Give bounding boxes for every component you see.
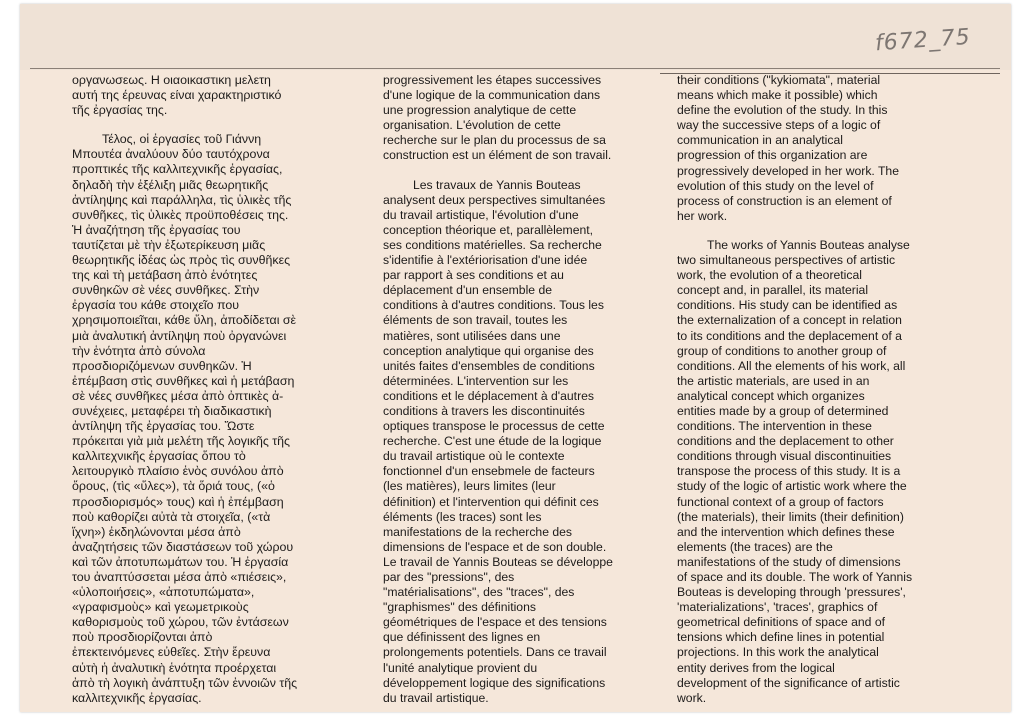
english-text-line: means which make it possible) which [677,88,878,103]
english-text-line: The works of Yannis Bouteas analyse [707,237,910,252]
english-text-line: manifestations of the study of dimensions [677,554,901,569]
french-text-line: une progression analytique de cette [383,103,577,118]
english-text-line: progressively developed in her work. The [677,163,899,178]
french-text-line: manifestations de la recherche des [383,524,573,539]
french-text-line: analysent deux perspectives simultanées [383,192,606,207]
english-text-line: and the intervention which defines these [677,524,895,539]
paragraph-gap [72,118,297,132]
french-text-line: "matérialisations", des "traces", des [383,585,575,600]
archive-mark: f672_75 [874,24,972,57]
greek-text-line: τὴν ἑνότητα ἀπὸ σύνολα [72,343,206,358]
greek-text-line: ταυτίζεται μὲ τὴν ἐξωτερίκευση μιᾶς [72,237,266,252]
french-text-line: du travail artistique où le contexte [383,449,565,464]
french-text-line: définition) et l'intervention qui définit ces [383,494,599,509]
english-text-line: (the materials), their limits (their definition) [677,509,904,524]
english-text-line: development of the significance of artistic [677,675,900,690]
greek-text-line: ἀναζητήσεις τῶν διαστάσεων τοῦ χώρου [72,539,294,554]
french-text-line: organisation. L'évolution de cette [383,118,561,133]
greek-text-line: προσδιοριζόμενων συνθηκῶν. Ἡ [72,358,252,373]
greek-text-line: καλλιτεχνικῆς ἐργασίας. [72,690,202,705]
french-text-column [383,73,613,706]
english-text-line: progression of this organization are [677,148,868,163]
greek-text-line: ἀντίληψης καὶ παράλληλα, τὶς ὑλικὲς τῆς [72,192,292,207]
english-text-line: communication in an analytical [677,133,843,148]
greek-text-line: καὶ τῶν ἀποτυπωμάτων του. Ἡ ἐργασία [72,554,289,569]
greek-text-line: σὲ νέες συνθῆκες μέσα ἀπὸ ὀπτικὲς ἀ- [72,388,284,403]
english-text-line: conditions and the deplacement to other [677,434,894,449]
french-text-line: par rapport à ses conditions et au [383,268,564,283]
greek-text-line: ἐπέμβαση στὶς συνθῆκες καὶ ἡ μετάβαση [72,373,295,388]
greek-text-line: λειτουργικὸ πλαίσιο ἑνὸς συνόλου ἀπὸ [72,464,284,479]
french-text-line: déplacement d'un ensemble de [383,283,553,298]
english-text-line: conditions through visual discontinuities [677,449,892,464]
paragraph-gap [677,224,912,238]
english-text-line: process of construction is an element of [677,193,892,208]
english-text-line: concept and, in parallel, its material [677,283,869,298]
english-text-line: to its conditions and the deplacement of a [677,328,902,343]
english-text-line: conditions. His study can be identified as [677,298,898,313]
paper-top-strip [20,4,1011,70]
french-text-line: "graphismes" des définitions [383,600,536,615]
french-text-line: Les travaux de Yannis Bouteas [413,177,581,192]
english-text-line: analytical concept which organizes [677,388,865,403]
greek-text-line: αὐτὴ ἡ ἀναλυτικὴ ἑνότητα προέρχεται [72,660,277,675]
french-text-line: éléments de son travail, toutes les [383,313,568,328]
french-text-line: fonctionnel d'un ensebmele de facteurs [383,464,595,479]
french-text-line: déterminées. L'intervention sur les [383,373,569,388]
greek-text-line: χρησιμοποιεῖται, κάθε ὕλη, ἀποδίδεται σὲ [72,313,297,328]
english-text-line: functional context of a group of factors [677,494,884,509]
english-text-line: work, the evolution of a theoretical [677,268,862,283]
english-text-line: geometrical definitions of space and of [677,615,885,630]
english-text-line: entity derives from the logical [677,660,835,675]
french-text-line: unités faites d'ensembles de conditions [383,358,595,373]
french-text-line: prolongements potentiels. Dans ce travail [383,645,607,660]
english-text-line: tensions which define lines in potential [677,630,885,645]
english-text-column [677,73,912,706]
greek-text-line: συνέχειες, μεταφέρει τὴ διαδικαστικὴ [72,403,272,418]
french-text-line: progressivement les étapes successives [383,73,602,87]
greek-text-line: ποὺ προσδιορίζονται ἀπὸ [72,630,213,645]
greek-text-line: δηλαδὴ τὴν ἐξέλιξη μιᾶς θεωρητικῆς [72,177,269,192]
greek-text-line: ἴχνη») ἐκδηλώνονται μέσα ἀπὸ [72,524,241,539]
greek-text-line: ἀπὸ τὴ λογικὴ ἀνάπτυξη τῶν ἐννοιῶν τῆς [72,675,298,690]
french-text-line: Le travail de Yannis Bouteas se développe [383,554,613,569]
greek-text-line: της καὶ τὴ μετάβαση ἀπὸ ἑνότητες [72,268,258,283]
greek-text-line: αυτή της έρευνας είναι χαρακτηριστικό [72,88,282,103]
french-text-line: conditions et le déplacement à d'autres [383,388,595,403]
french-text-line: développement logique des significations [383,675,606,690]
greek-text-line: ἐπεκτεινόμενες εὐθεῖες. Στὴν ἔρευνα [72,645,271,660]
english-text-line: way the successive steps of a logic of [677,118,881,133]
greek-text-line: συνθῆκες, τὶς ὑλικὲς προϋποθέσεις της. [72,207,289,222]
english-text-line: the artistic materials, are used in an [677,373,870,388]
french-text-line: géométriques de l'espace et des tensions [383,615,607,630]
greek-text-line: πρόκειται γιὰ μιὰ μελέτη τῆς λογικῆς τῆς [72,434,291,449]
greek-text-line: ἀντίληψη τῆς ἐργασίας του. Ὥστε [72,419,255,434]
english-text-line: define the evolution of the study. In this [677,103,888,118]
french-text-line: du travail artistique. [383,690,489,705]
english-text-line: evolution of this study on the level of [677,178,874,193]
paragraph-gap [383,164,613,178]
french-text-line: optiques transpose le processus de cette [383,419,605,434]
greek-text-line: Μπουτέα ἀναλύουν δύο ταυτόχρονα [72,147,270,162]
french-text-line: recherche. C'est une étude de la logique [383,434,602,449]
greek-text-line: καθορισμοὺς τοῦ χώρου, τῶν ἐντάσεων [72,615,289,630]
english-text-line: entities made by a group of determined [677,403,889,418]
french-text-line: éléments (les traces) sont les [383,509,542,524]
english-text-line: her work. [677,208,728,223]
french-text-line: l'unité analytique provient du [383,660,538,675]
french-text-line: dimensions de l'espace et de son double. [383,539,607,554]
english-text-line: work. [677,690,707,705]
greek-text-column [72,73,297,706]
french-text-line: conception analytique qui organise des [383,343,594,358]
french-text-line: (les matières), leurs limites (leur [383,479,556,494]
english-text-line: 'materializations', 'traces', graphics of [677,600,878,615]
french-text-line: d'une logique de la communication dans [383,88,601,103]
english-text-line: projections. In this work the analytical [677,645,879,660]
french-text-line: s'identifie à l'extériorisation d'une idée [383,253,588,268]
english-text-line: their conditions ("kykiomata", material [677,73,881,87]
french-text-line: matières, sont utilisées dans une [383,328,561,343]
english-text-line: elements (the traces) are the [677,539,833,554]
greek-text-line: προσδιορισμός» τους) καὶ ἡ ἐπέμβαση [72,494,284,509]
greek-text-line: ὅρους, (τὶς «ὕλες»), τὰ ὅριά τους, («ὁ [72,479,275,494]
greek-text-line: προπτικές τῆς καλλιτεχνικῆς ἐργασίας, [72,162,283,177]
english-text-line: two simultaneous perspectives of artistic [677,253,896,268]
english-text-line: study of the logic of artistic work where the [677,479,907,494]
english-text-line: of space and its double. The work of Yannis [677,570,913,584]
english-text-line: conditions. The intervention in these [677,419,872,434]
greek-text-line: Τέλος, οἱ ἐργασίες τοῦ Γιάννη [102,132,262,147]
greek-text-line: καλλιτεχνικῆς ἐργασίας ὅπου τὸ [72,449,246,464]
greek-text-line: «γραφισμοὺς» καὶ γεωμετρικοὺς [72,600,249,615]
greek-text-line: «ὑλοποιήσεις», «ἀποτυπώματα», [72,585,255,600]
english-text-line: Bouteas is developing through 'pressures', [677,585,906,600]
french-text-line: conditions à d'autres conditions. Tous les [383,298,604,313]
greek-text-line: μιὰ ἀναλυτική ἀντίληψη ποὺ ὀργανώνει [72,328,287,343]
french-text-line: construction est un élément de son travail. [383,148,612,163]
english-text-line: transpose the process of this study. It is a [677,464,901,479]
french-text-line: recherche sur le plan du processus de sa [383,133,606,148]
french-text-line: du travail artistique, l'évolution d'une [383,207,579,222]
english-text-line: the externalization of a concept in relation [677,313,902,328]
greek-text-line: του ἀναπτύσσεται μέσα ἀπὸ «πιέσεις», [72,570,287,584]
french-text-line: que définissent des lignes en [383,630,541,645]
greek-text-line: ποὺ καθορίζει αὐτὰ τὰ στοιχεῖα, («τὰ [72,509,271,524]
french-text-line: ses conditions matérielles. Sa recherche [383,237,602,252]
greek-text-line: συνθηκῶν σὲ νέες συνθῆκες. Στὴν [72,283,260,298]
french-text-line: par des "pressions", des [383,570,515,584]
french-text-line: conception théorique et, parallèlement, [383,222,594,237]
greek-text-line: τῆς ἐργασίας της. [72,103,168,118]
english-text-line: group of conditions to another group of [677,343,887,358]
french-text-line: conditions à travers les discontinuités [383,403,585,418]
greek-text-line: θεωρητικῆς ἰδέας ὡς πρὸς τὶς συνθῆκες [72,253,291,268]
greek-text-line: οργανωσεως. Η οιαοικαστικη μελετη [72,73,271,87]
greek-text-line: Ἡ ἀναζήτηση τῆς ἐργασίας του [72,222,241,237]
greek-text-line: ἐργασία του κάθε στοιχεῖο που [72,298,239,313]
clipping-cut-line [30,68,1000,69]
english-text-line: conditions. All the elements of his work, all [677,358,906,373]
